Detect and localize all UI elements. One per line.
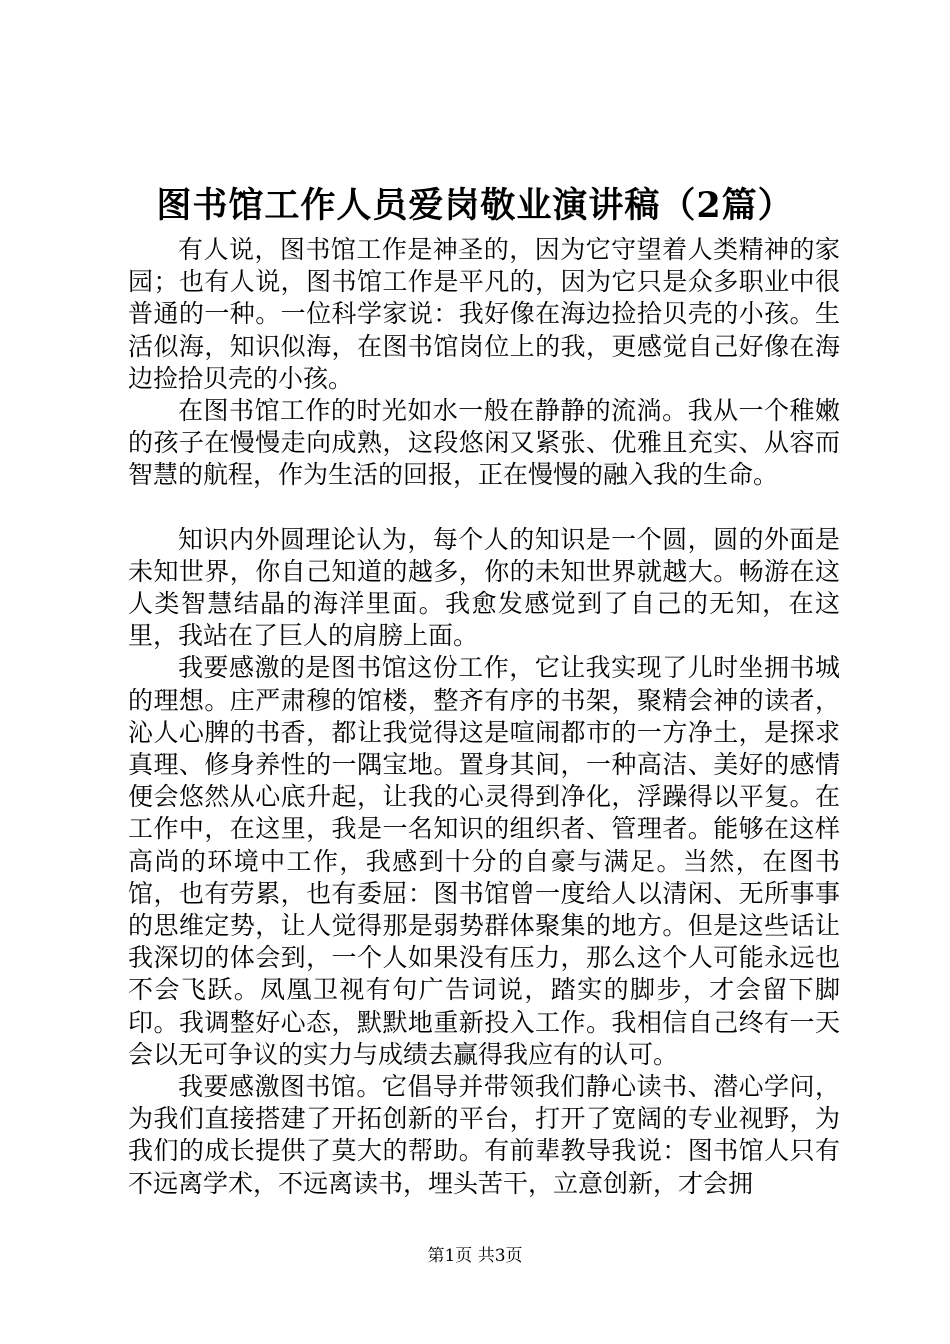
paragraph-1: 有人说，图书馆工作是神圣的，因为它守望着人类精神的家园；也有人说，图书馆工作是平凡的，因为它只是众多职业中很普通的一种。一位科学家说：我好像在海边捡拾贝壳的小孩。生活似海，知识似海，在图书馆岗位上的我，更感觉自己好像在海边捡拾贝壳的小孩。 — [128, 235, 840, 393]
paragraph-4: 我要感激的是图书馆这份工作，它让我实现了儿时坐拥书城的理想。庄严肃穆的馆楼，整齐有序的书架，聚精会神的读者，沁人心脾的书香，都让我觉得这是喧闹都市的一方净土，是探求真理、修身养性的一隅宝地。置身其间，一种高洁、美好的感情便会悠然从心底升起，让我的心灵得到净化，浮躁得以平复。在工作中，在这里，我是一名知识的组织者、管理者。能够在这样高尚的环境中工作，我感到十分的自豪与满足。当然，在图书馆，也有劳累，也有委屈：图书馆曾一度给人以清闲、无所事事的思维定势，让人觉得那是弱势群体聚集的地方。但是这些话让我深切的体会到，一个人如果没有压力，那么这个人可能永远也不会飞跃。凤凰卫视有句广告词说，踏实的脚步，才会留下脚印。我调整好心态，默默地重新投入工作。我相信自己终有一天会以无可争议的实力与成绩去赢得我应有的认可。 — [128, 653, 840, 1069]
paragraph-2: 在图书馆工作的时光如水一般在静静的流淌。我从一个稚嫩的孩子在慢慢走向成熟，这段悠闲又紧张、优雅且充实、从容而智慧的航程，作为生活的回报，正在慢慢的融入我的生命。 — [128, 396, 840, 490]
paragraph-3: 知识内外圆理论认为，每个人的知识是一个圆，圆的外面是未知世界，你自己知道的越多，你的未知世界就越大。畅游在这人类智慧结晶的海洋里面。我愈发感觉到了自己的无知，在这里，我站在了巨人的肩膀上面。 — [128, 524, 840, 651]
page-number-footer: 第1页 共3页 — [427, 1246, 523, 1266]
document-body — [128, 234, 840, 1200]
document-title: 图书馆工作人员爱岗敬业演讲稿（2篇） — [156, 185, 794, 226]
paragraph-5: 我要感激图书馆。它倡导并带领我们静心读书、潜心学问，为我们直接搭建了开拓创新的平台，打开了宽阔的专业视野，为我们的成长提供了莫大的帮助。有前辈教导我说：图书馆人只有不远离学术，不远离读书，埋头苦干，立意创新，才会拥 — [128, 1072, 840, 1198]
